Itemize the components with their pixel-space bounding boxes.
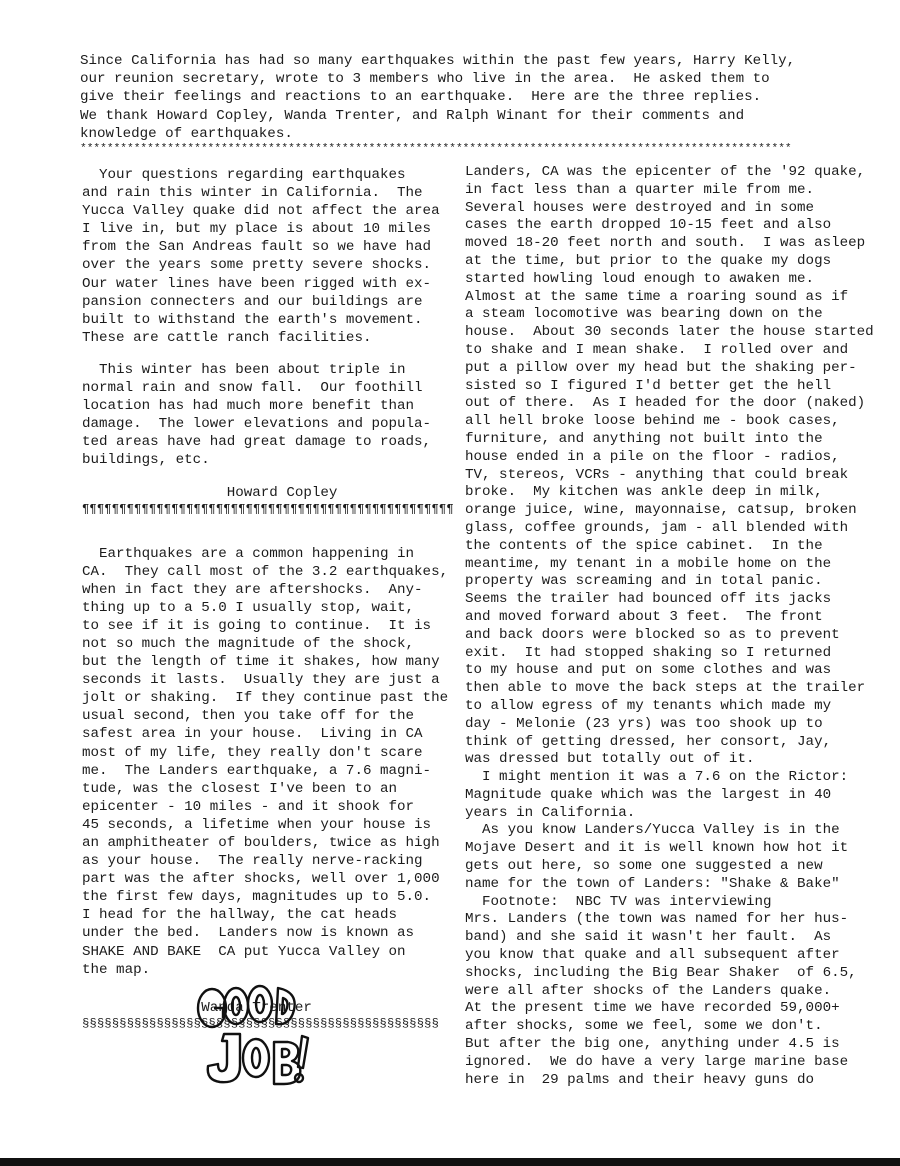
text-line: Magnitude quake which was the largest in 40 [465, 786, 832, 803]
pilcrow-divider: ¶¶¶¶¶¶¶¶¶¶¶¶¶¶¶¶¶¶¶¶¶¶¶¶¶¶¶¶¶¶¶¶¶¶¶¶¶¶¶¶¶¶¶¶¶¶¶¶¶¶ [82, 501, 454, 516]
text-line: Mrs. Landers (the town was named for her hus- [465, 911, 849, 928]
section-sign-divider: §§§§§§§§§§§§§§§§§§§§§§§§§§§§§§§§§§§§§§§§§§§§§§§§ [82, 1016, 439, 1031]
text-line: meantime, my tenant in a mobile home on the [465, 555, 832, 572]
text-line: broke. My kitchen was ankle deep in milk, [465, 484, 823, 501]
good-job-logo-icon [190, 982, 310, 1092]
text-line: pansion connecters and our buildings are [82, 293, 423, 310]
text-line: years in California. [465, 804, 636, 821]
text-line: and rain this winter in California. The [82, 185, 423, 202]
text-line: out of there. As I headed for the door (naked) [465, 395, 866, 412]
text-line: were all after shocks of the Landers quake. [465, 982, 832, 999]
text-line: was dressed but totally out of it. [465, 751, 755, 768]
text-line: to my house and put on some clothes and was [465, 662, 832, 679]
copley-paragraph-2 [82, 361, 460, 470]
text-line: epicenter - 10 miles - and it shook for [82, 798, 415, 815]
text-line: to shake and I mean shake. I rolled over and [465, 341, 849, 358]
text-line: exit. It had stopped shaking so I returned [465, 644, 832, 661]
scan-edge [0, 1158, 900, 1166]
text-line: and moved forward about 3 feet. The front [465, 608, 823, 625]
left-column [82, 166, 460, 1032]
text-line: me. The Landers earthquake, a 7.6 magni- [82, 762, 432, 779]
text-line: property was screaming and in total panic. [465, 573, 823, 590]
text-line: all hell broke loose behind me - book cases, [465, 413, 840, 430]
text-line: TV, stereos, VCRs - anything that could break [465, 466, 849, 483]
text-line: most of my life, they really don't scare [82, 744, 423, 761]
text-line: the contents of the spice cabinet. In the [465, 537, 823, 554]
text-line: you know that quake and all subsequent after [465, 947, 840, 964]
intro-paragraph [80, 52, 870, 143]
text-line: Earthquakes are a common happening in [82, 545, 415, 562]
text-line: in fact less than a quarter mile from me. [465, 181, 815, 198]
text-line: safest area in your house. Living in CA [82, 726, 423, 743]
text-line: furniture, and anything not built into the [465, 430, 823, 447]
text-line: an amphitheater of boulders, twice as high [82, 835, 440, 851]
text-line: the first few days, magnitudes up to 5.0. [82, 889, 432, 906]
text-line: here in 29 palms and their heavy guns do [465, 1071, 815, 1088]
text-line: under the bed. Landers now is known as [82, 925, 415, 942]
text-line: thing up to a 5.0 I usually stop, wait, [82, 599, 415, 616]
intro-line: give their feelings and reactions to an earthquake. Here are the three replies. [80, 89, 762, 106]
text-line: SHAKE AND BAKE CA put Yucca Valley on [82, 943, 406, 960]
text-line: part was the after shocks, well over 1,000 [82, 871, 440, 888]
text-line: then able to move the back steps at the trailer [465, 680, 866, 697]
text-line: cases the earth dropped 10-15 feet and also [465, 217, 832, 234]
text-line: to see if it is going to continue. It is [82, 617, 432, 634]
text-line: day - Melonie (23 yrs) was too shook up to [465, 715, 823, 732]
text-line: put a pillow over my head but the shaking per- [465, 359, 857, 376]
text-line: ignored. We do have a very large marine base [465, 1053, 849, 1070]
winant-paragraph-2 [465, 769, 890, 822]
text-line: band) and she said it wasn't her fault. As [465, 929, 832, 946]
text-line: ted areas have had great damage to roads, [82, 434, 432, 451]
text-line: This winter has been about triple in [82, 361, 406, 378]
text-line: buildings, etc. [82, 452, 210, 469]
text-line: built to withstand the earth's movement. [82, 311, 423, 328]
text-line: Footnote: NBC TV was interviewing [465, 893, 772, 910]
text-line: but the length of time it shakes, how many [82, 654, 440, 671]
text-line: at the time, but prior to the quake my dogs [465, 252, 832, 269]
intro-line: our reunion secretary, wrote to 3 members who live in the area. He asked them to [80, 71, 770, 88]
text-line: think of getting dressed, her consort, Jay, [465, 733, 832, 750]
text-line: 45 seconds, a lifetime when your house is [82, 816, 432, 833]
text-line: seconds it lasts. Usually they are just a [82, 672, 440, 689]
text-line: house. About 30 seconds later the house started [465, 324, 874, 341]
winant-paragraph-1 [465, 164, 890, 769]
text-line: Almost at the same time a roaring sound as if [465, 288, 849, 305]
text-line: orange juice, wine, mayonnaise, catsup, broken [465, 502, 857, 519]
text-line: I head for the hallway, the cat heads [82, 907, 398, 924]
text-line: sisted so I figured I'd better get the hell [465, 377, 832, 394]
text-line: location has had much more benefit than [82, 398, 415, 415]
text-line: house ended in a pile on the floor - radios, [465, 448, 840, 465]
intro-line: knowledge of earthquakes. [80, 125, 293, 142]
text-line: glass, coffee grounds, jam - all blended with [465, 519, 849, 536]
text-line: a steam locomotive was bearing down on the [465, 306, 823, 323]
trenter-signature: Wanda Trenter [82, 999, 312, 1016]
text-line: usual second, then you take off for the [82, 708, 415, 725]
text-line: not so much the magnitude of the shock, [82, 635, 415, 652]
text-line: tude, was the closest I've been to an [82, 780, 398, 797]
text-line: Landers, CA was the epicenter of the '92 quake, [465, 164, 866, 180]
text-line: These are cattle ranch facilities. [82, 329, 372, 346]
text-line: normal rain and snow fall. Our foothill [82, 380, 423, 397]
right-column [465, 164, 890, 1089]
text-line: started howling loud enough to awaken me. [465, 270, 815, 287]
winant-paragraph-4 [465, 894, 890, 1090]
text-line: from the San Andreas fault so we have had [82, 239, 432, 256]
intro-line: We thank Howard Copley, Wanda Trenter, and Ralph Winant for their comments and [80, 107, 745, 124]
text-line: gets out here, so some one suggested a new [465, 858, 823, 875]
text-line: I live in, but my place is about 10 miles [82, 221, 432, 238]
text-line: But after the big one, anything under 4.5 is [465, 1036, 840, 1053]
text-line: I might mention it was a 7.6 on the Rictor: [465, 769, 849, 786]
text-line: At the present time we have recorded 59,000+ [465, 1000, 840, 1017]
text-line: jolt or shaking. If they continue past the [82, 690, 449, 707]
text-line: as your house. The really nerve-racking [82, 853, 423, 870]
text-line: and back doors were blocked so as to prevent [465, 626, 840, 643]
winant-paragraph-3 [465, 822, 890, 893]
text-line: to allow egress of my tenants which made my [465, 697, 832, 714]
copley-paragraph-1 [82, 166, 460, 347]
copley-signature: Howard Copley [82, 484, 338, 501]
trenter-paragraph-1 [82, 545, 460, 979]
text-line: when in fact they are aftershocks. Any- [82, 581, 423, 598]
text-line: Mojave Desert and it is well known how hot it [465, 840, 849, 857]
text-line: after shocks, some we feel, some we don't. [465, 1018, 823, 1035]
text-line: the map. [82, 961, 151, 978]
text-line: Yucca Valley quake did not affect the area [82, 203, 440, 220]
text-line: Your questions regarding earthquakes [82, 167, 406, 183]
text-line: moved 18-20 feet north and south. I was asleep [465, 235, 866, 252]
star-divider: ********************************************************************************************************** [80, 143, 792, 155]
intro-line: Since California has had so many earthquakes within the past few years, Harry Kelly, [80, 53, 796, 69]
text-line: name for the town of Landers: "Shake & Bake" [465, 875, 840, 892]
text-line: Seems the trailer had bounced off its jacks [465, 591, 832, 608]
text-line: over the years some pretty severe shocks. [82, 257, 432, 274]
text-line: Our water lines have been rigged with ex- [82, 275, 432, 292]
text-line: CA. They call most of the 3.2 earthquakes, [82, 563, 449, 580]
text-line: damage. The lower elevations and popula- [82, 416, 432, 433]
text-line: shocks, including the Big Bear Shaker of 6.5, [465, 964, 857, 981]
text-line: As you know Landers/Yucca Valley is in the [465, 822, 840, 839]
text-line: Several houses were destroyed and in some [465, 199, 815, 216]
